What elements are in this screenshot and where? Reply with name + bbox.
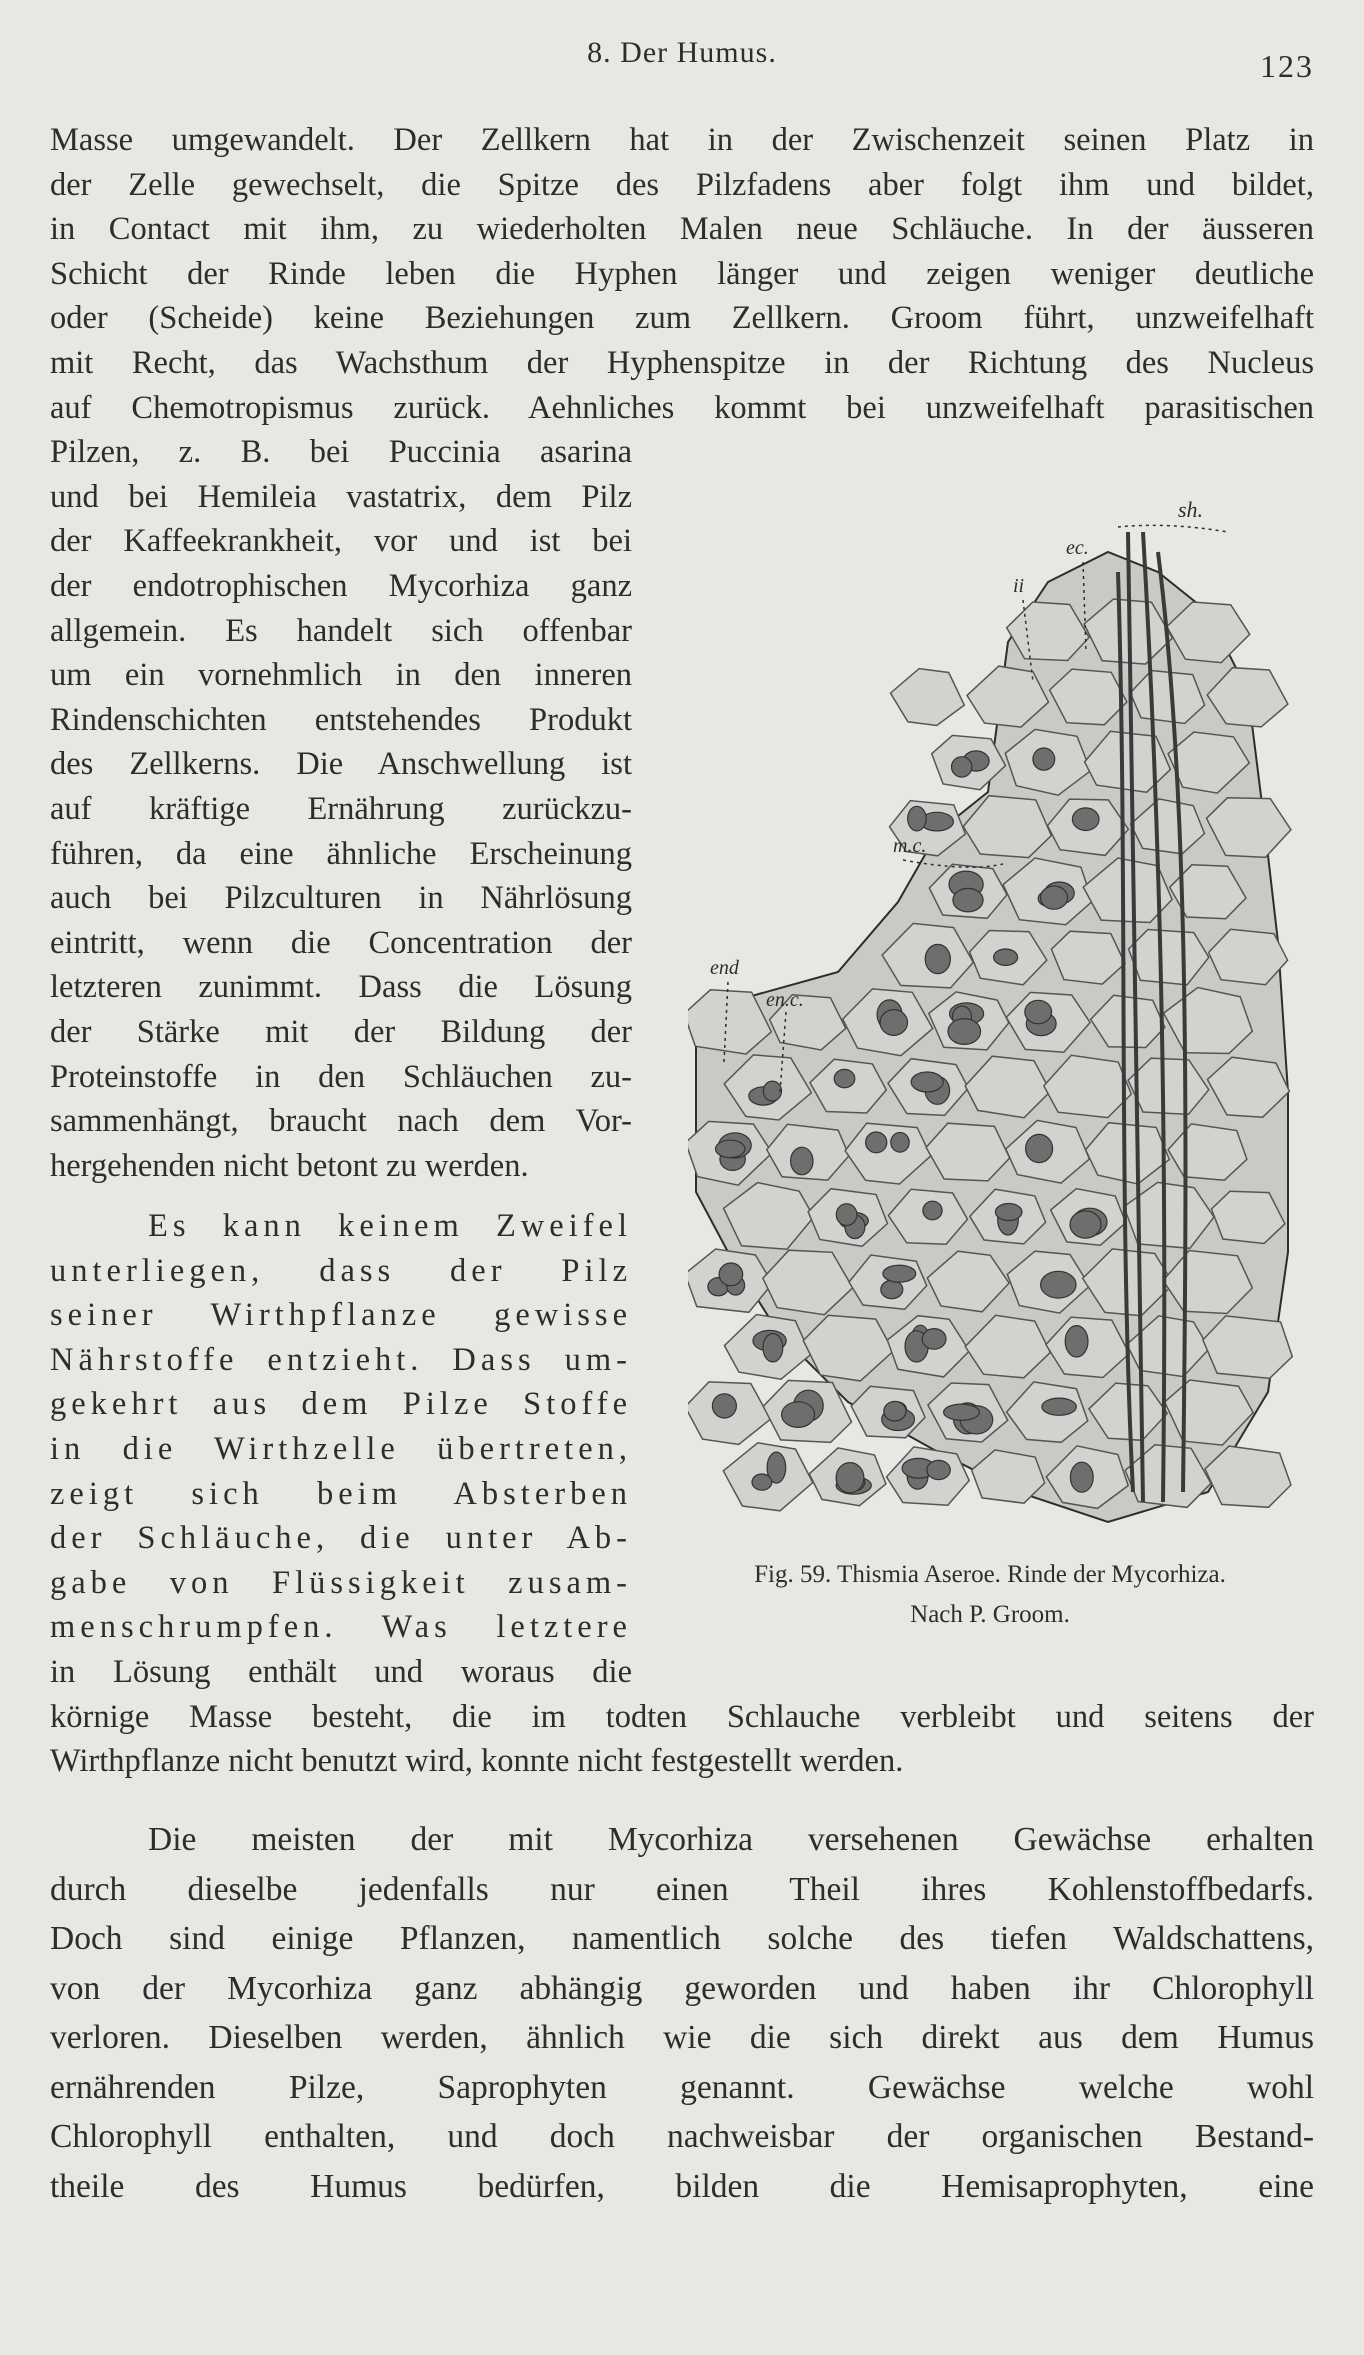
cortex-cells (688, 552, 1292, 1522)
fungal-grain (995, 1204, 1022, 1221)
fungal-grain (791, 1147, 813, 1175)
text-line: letzteren zunimmt. Dass die Lösung (50, 969, 632, 1006)
text-line: theile des Humus bedürfen, bilden die Hemisaprophyten, eine (50, 2167, 1314, 2205)
fungal-grain (1041, 886, 1068, 909)
fungal-grain (891, 1133, 909, 1153)
text-line: mit Recht, das Wachsthum der Hyphenspitze in der Richtung des Nucleus (50, 345, 1314, 381)
running-head: 8. Der Humus. (587, 36, 777, 69)
fungal-grain (1072, 808, 1099, 831)
text-line: allgemein. Es handelt sich offenbar (50, 612, 632, 649)
text-line: ernährenden Pilze, Saprophyten genannt. Gewächse welche wohl (50, 2068, 1314, 2106)
text-line: durch dieselbe jedenfalls nur einen Theil ihres Kohlenstoffbedarfs. (50, 1870, 1314, 1908)
text-line: auf Chemotropismus zurück. Aehnliches kommt bei unzweifelhaft parasitischen (50, 389, 1314, 426)
text-line: der endotrophischen Mycorhiza ganz (50, 568, 632, 604)
caption-line-2: Nach P. Groom. (910, 1601, 1070, 1628)
fungal-grain (880, 1010, 907, 1036)
text-line: Nährstoffe entzieht. Dass um- (50, 1341, 632, 1378)
label-mc: m.c. (893, 835, 927, 857)
text-line: der Zelle gewechselt, die Spitze des Pilzfadens aber folgt ihm und bildet, (50, 166, 1314, 203)
fungal-grain (948, 1019, 981, 1045)
text-line: von der Mycorhiza ganz abhängig geworden und haben ihr Chlorophyll (50, 1969, 1314, 2007)
fungal-grain (1025, 1000, 1052, 1023)
fungal-grain (881, 1280, 903, 1298)
fungal-grain (1026, 1134, 1053, 1162)
fungal-grain (994, 949, 1018, 965)
fungal-grain (923, 1201, 942, 1220)
text-line: der Kaffeekrankheit, vor und ist bei (50, 523, 632, 560)
text-line: Pilzen, z. B. bei Puccinia asarina (50, 434, 632, 471)
text-line: sammenhängt, braucht nach dem Vor- (50, 1103, 632, 1140)
fungal-grain (944, 1404, 980, 1420)
label-ec: ec. (1066, 537, 1089, 559)
fungal-grain (908, 806, 926, 831)
text-line: gekehrt aus dem Pilze Stoffe (50, 1386, 632, 1423)
label-end: end (710, 957, 739, 979)
text-line: des Zellkerns. Die Anschwellung ist (50, 746, 632, 783)
fungal-grain (922, 1329, 946, 1350)
fungal-grain (953, 888, 983, 911)
fungal-grain (836, 1463, 864, 1493)
text-line: Schicht der Rinde leben die Hyphen länger und zeigen weniger deutliche (50, 255, 1314, 292)
text-line: Rindenschichten entstehendes Produkt (50, 701, 632, 738)
fungal-grain (1041, 1271, 1076, 1298)
fungal-grain (836, 1204, 857, 1226)
text-line: Es kann keinem Zweifel (148, 1208, 632, 1244)
fungal-grain (782, 1402, 815, 1428)
fungal-grain (763, 1334, 783, 1362)
text-line: Masse umgewandelt. Der Zellkern hat in der Zwischenzeit seinen Platz in (50, 122, 1314, 158)
figure-59-illustration (688, 492, 1308, 1542)
label-enc: en.c. (766, 989, 804, 1011)
label-sh: sh. (1178, 497, 1204, 522)
caption-line-1: Fig. 59. Thismia Aseroe. Rinde der Mycorhiza. (754, 1561, 1226, 1588)
fungal-grain (763, 1081, 781, 1101)
text-line: unterliegen, dass der Pilz (50, 1252, 632, 1289)
text-line: gabe von Flüssigkeit zusam- (50, 1564, 632, 1601)
text-line: Die meisten der mit Mycorhiza versehenen Gewächse erhalten (148, 1821, 1314, 1858)
fungal-grain (1065, 1326, 1088, 1357)
fungal-grain (952, 757, 972, 777)
fungal-grain (866, 1132, 887, 1153)
fungal-grain (1070, 1462, 1093, 1492)
text-line: in Lösung enthält und woraus die (50, 1654, 632, 1690)
fungal-grain (1033, 748, 1055, 770)
text-line: und bei Hemileia vastatrix, dem Pilz (50, 478, 632, 515)
leader-line (1118, 525, 1228, 532)
text-line: oder (Scheide) keine Beziehungen zum Zellkern. Groom führt, unzweifelhaft (50, 300, 1314, 337)
text-line: seiner Wirthpflanze gewisse (50, 1297, 632, 1334)
text-line: körnige Masse besteht, die im todten Schlauche verbleibt und seitens der (50, 1698, 1314, 1735)
fungal-grain (712, 1394, 736, 1418)
label-ii: ii (1013, 575, 1025, 597)
text-line: um ein vornehmlich in den inneren (50, 657, 632, 694)
text-line: in Contact mit ihm, zu wiederholten Malen neue Schläuche. In der äusseren (50, 211, 1314, 248)
fungal-grain (752, 1474, 772, 1490)
fungal-grain (1042, 1398, 1076, 1415)
text-line: führen, da eine ähnliche Erscheinung (50, 835, 632, 872)
text-line: Proteinstoffe in den Schläuchen zu- (50, 1058, 632, 1095)
fungal-grain (834, 1069, 855, 1087)
text-line: Wirthpflanze nicht benutzt wird, konnte nicht festgestellt werden. (50, 1743, 904, 1780)
text-line: menschrumpfen. Was letztere (50, 1609, 632, 1646)
fungal-grain (884, 1401, 906, 1421)
text-line: eintritt, wenn die Concentration der (50, 924, 632, 961)
text-line: Chlorophyll enthalten, und doch nachweisbar der organischen Bestand- (50, 2118, 1314, 2155)
text-line: zeigt sich beim Absterben (50, 1475, 632, 1512)
fungal-grain (911, 1072, 943, 1092)
fungal-grain (719, 1263, 743, 1286)
cortex-cell (1203, 1316, 1292, 1379)
text-line: Doch sind einige Pflanzen, namentlich solche des tiefen Waldschattens, (50, 1920, 1314, 1957)
text-line: hergehenden nicht betont zu werden. (50, 1147, 529, 1184)
fungal-grain (1070, 1211, 1101, 1238)
text-line: verloren. Dieselben werden, ähnlich wie die sich direkt aus dem Humus (50, 2019, 1314, 2056)
text-line: der Schläuche, die unter Ab- (50, 1520, 632, 1557)
cortex-cell (891, 669, 965, 726)
page-header (0, 36, 1364, 84)
fungal-grain (925, 944, 950, 973)
text-line: auf kräftige Ernährung zurückzu- (50, 791, 632, 827)
figure-caption (650, 1555, 1330, 1635)
text-line: auch bei Pilzculturen in Nährlösung (50, 880, 632, 917)
fungal-grain (927, 1460, 950, 1479)
text-line: der Stärke mit der Bildung der (50, 1014, 632, 1050)
fungal-grain (716, 1140, 745, 1157)
text-line: in die Wirthzelle übertreten, (50, 1431, 632, 1467)
fungal-grain (883, 1265, 916, 1282)
page-number: 123 (1260, 48, 1314, 84)
